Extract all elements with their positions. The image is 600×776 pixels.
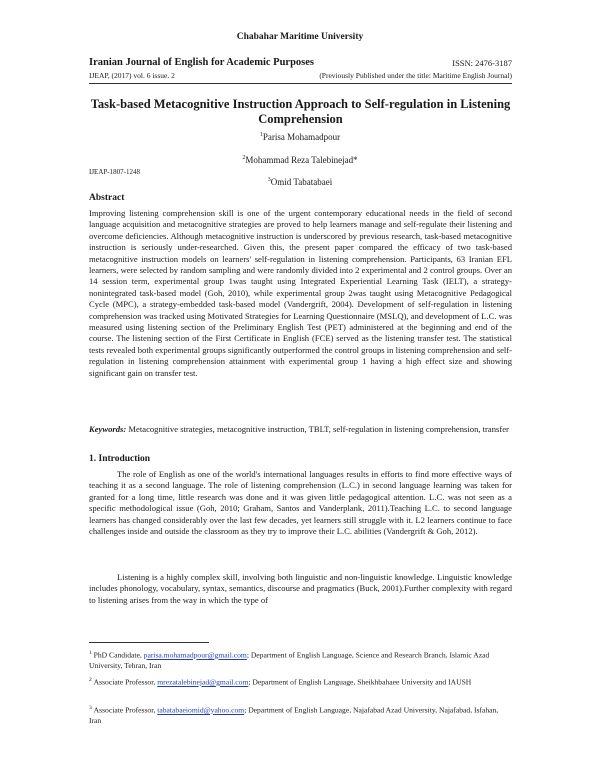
introduction-paragraph-1: The role of English as one of the world's international languages results in efforts to find more effective ways of teaching it as a second language. The role of listening comprehension (L.C.) in second language learning was taken for granted for a long time, little research was done and it was given little pedagogical attention. L.C. was not seen as a specific methodological issue (Goh, 2010; Graham, Santos and Vanderplank, 2011).Teaching L.C. to second language learners has changed considerably over the last few decades, yet learners still struggle with it. L2 learners continue to face challenges inside and outside the classroom as they try to improve their L.C. abilities (Vandergrift & Goh, 2012). — [89, 469, 512, 537]
footnote-3 — [89, 703, 512, 726]
keywords-label: Keywords: — [89, 424, 127, 434]
author-3-mark: 3 — [267, 177, 271, 183]
footnote-3-mark: 3 — [89, 705, 92, 711]
author-1-mark: 1 — [259, 132, 263, 138]
footnote-2-mark: 2 — [89, 677, 92, 683]
abstract-heading: Abstract — [89, 193, 125, 203]
citation: IJEAP, (2017) vol. 6 issue. 2 — [89, 71, 175, 80]
previous-title: (Previously Published under the title: Maritime English Journal) — [319, 71, 512, 80]
footnote-1 — [89, 648, 512, 671]
footnote-1-mark: 1 — [89, 650, 92, 656]
author-2-name: Mohammad Reza Talebinejad* — [245, 155, 358, 165]
footnote-divider — [89, 642, 209, 643]
university-name: Chabahar Maritime University — [236, 32, 364, 42]
issn: ISSN: 2476-3187 — [452, 58, 512, 68]
footnote-3-email-link[interactable]: tabatabaeiomid@yahoo.com — [157, 705, 245, 715]
author-2-mark: 2 — [242, 155, 246, 161]
keywords-text: Metacognitive strategies, metacognitive instruction, TBLT, self-regulation in listening comprehension, transfer — [128, 424, 509, 434]
author-3 — [0, 177, 600, 187]
journal-name: Iranian Journal of English for Academic Purposes — [89, 57, 314, 68]
introduction-heading: 1. Introduction — [89, 454, 151, 464]
keywords — [89, 424, 512, 435]
author-3-name: Omid Tabatabaei — [270, 177, 333, 187]
introduction-paragraph-2: Listening is a highly complex skill, involving both linguistic and non-linguistic knowledge. Linguistic knowledge includes phonology, vocabulary, syntax, semantics, discourse and pragmatics (Buck, 2001).Further complexity with regard to listening arises from the way in which the type of — [89, 572, 512, 605]
footnote-3-prefix: Associate Professor, — [93, 705, 158, 715]
footnote-1-suffix: ; Department of English Language, Science and Research Branch, Islamic Azad University, Tehran, Iran — [89, 650, 490, 670]
author-1 — [0, 132, 600, 142]
footnote-2-email-link[interactable]: mrezatalebinejad@gmail.com — [157, 677, 249, 687]
footnote-2 — [89, 675, 512, 688]
paper-title: Task-based Metacognitive Instruction Approach to Self-regulation in Listening Comprehension — [90, 97, 511, 126]
header-divider — [89, 83, 512, 84]
footnote-1-email-link[interactable]: parisa.mohamadpour@gmail.com — [143, 650, 247, 660]
ijeap-code: IJEAP-1807-1248 — [89, 168, 140, 176]
author-2 — [0, 155, 600, 165]
footnote-3-suffix: ; Department of English Language, Najafabad Azad University, Najafabad, Isfahan, Iran — [89, 705, 499, 725]
footnote-2-suffix: ; Department of English Language, Sheikhbahaee University and IAUSH — [248, 677, 472, 687]
abstract-text: Improving listening comprehension skill is one of the urgent contemporary educational needs in the field of second language acquisition and metacognitive strategies are proved to help learners manage and self-regulate their listening and overcome deficiencies. Although metacognitive instruction is underscored by previous research, task-based metacognitive instruction is seriously under-researched. Given this, the present paper compared the efficacy of two task-based metacognitive instruction models on learners' self-regulation in listening comprehension. Participants, 63 Iranian EFL learners, were selected by random sampling and were randomly divided into 2 experimental and 2 control groups. Over an 14 session term, experimental group 1was taught using Integrated Experiential Learning Task (IELT), a strategy-nonintegrated task-based model (Goh, 2010), while experimental group 2was taught using Metacognitive Pedagogical Cycle (MPC), a strategy-embedded task-based model (Vandergrift, 2004). Development of self-regulation in listening comprehension was tracked using Motivated Strategies for Learning Questionnaire (MSLQ), and development of L.C. was measured using listening section of the Preliminary English Test (PET) administered at the beginning and end of the course. The listening section of the First Certificate in English (FCE) served as the listening transfer test. The statistical tests revealed both experimental groups significantly outperformed the control groups in listening comprehension and self-regulation in listening comprehension attainment with experimental group 1 having a high effect size and showing significant gain on transfer test. — [89, 208, 512, 378]
footnote-2-prefix: Associate Professor, — [93, 677, 158, 687]
author-1-name: Parisa Mohamadpour — [262, 132, 341, 142]
footnote-1-prefix: PhD Candidate, — [93, 650, 144, 660]
